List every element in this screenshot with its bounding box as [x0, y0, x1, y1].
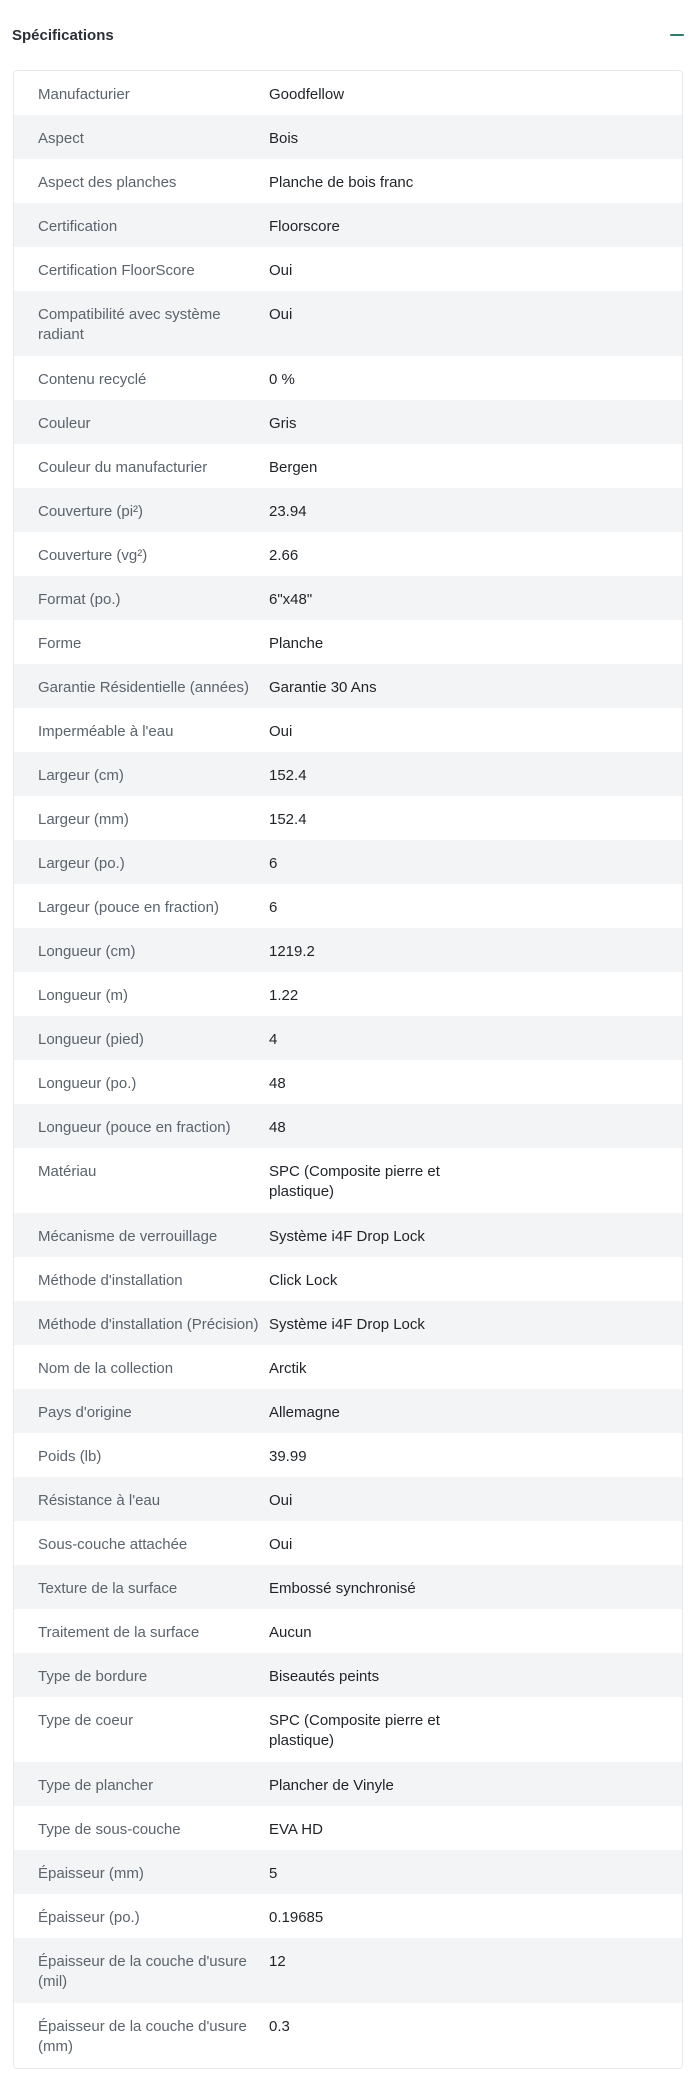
spec-row — [14, 1565, 682, 1609]
spec-row — [14, 1104, 682, 1148]
spec-row — [14, 1477, 682, 1521]
spec-row — [14, 1345, 682, 1389]
spec-row — [14, 115, 682, 159]
spec-row — [14, 796, 682, 840]
spec-label: Forme — [38, 635, 82, 652]
spec-value: Système i4F Drop Lock — [269, 1316, 425, 1333]
spec-value: 1.22 — [269, 987, 299, 1004]
spec-row — [14, 291, 682, 356]
spec-row — [14, 1762, 682, 1806]
spec-label: Format (po.) — [38, 591, 121, 608]
spec-label: Pays d'origine — [38, 1404, 132, 1421]
spec-value: 152.4 — [269, 811, 307, 828]
spec-row — [14, 71, 682, 115]
spec-row — [14, 1697, 682, 1762]
spec-value: Bergen — [269, 459, 318, 476]
spec-label: Poids (lb) — [38, 1448, 102, 1465]
spec-label: Texture de la surface — [38, 1580, 178, 1597]
spec-value: 152.4 — [269, 767, 307, 784]
specifications-table — [13, 70, 683, 2069]
spec-row — [14, 1521, 682, 1565]
spec-value: EVA HD — [269, 1821, 323, 1838]
spec-value: Oui — [269, 306, 293, 323]
spec-row — [14, 1850, 682, 1894]
spec-label: Longueur (po.) — [38, 1075, 137, 1092]
spec-value: 0 % — [269, 371, 295, 388]
spec-row — [14, 664, 682, 708]
spec-row — [14, 488, 682, 532]
spec-row — [14, 247, 682, 291]
spec-label: Type de coeur — [38, 1712, 134, 1729]
spec-value: Oui — [269, 262, 293, 279]
spec-value: 48 — [269, 1119, 286, 1136]
spec-label: Nom de la collection — [38, 1360, 174, 1377]
spec-value: Aucun — [269, 1624, 312, 1641]
spec-row — [14, 928, 682, 972]
spec-row — [14, 203, 682, 247]
spec-label: Type de plancher — [38, 1777, 154, 1794]
spec-label: Compatibilité avec système radiant — [38, 306, 221, 343]
spec-row — [14, 1060, 682, 1104]
spec-row — [14, 1806, 682, 1850]
spec-row — [14, 840, 682, 884]
spec-row — [14, 1894, 682, 1938]
spec-label: Type de bordure — [38, 1668, 148, 1685]
spec-label: Garantie Résidentielle (années) — [38, 679, 249, 696]
spec-value: Garantie 30 Ans — [269, 679, 377, 696]
spec-label: Longueur (pouce en fraction) — [38, 1119, 231, 1136]
spec-value: Click Lock — [269, 1272, 338, 1289]
spec-label: Manufacturier — [38, 86, 130, 103]
spec-value: Gris — [269, 415, 297, 432]
spec-label: Couverture (pi²) — [38, 503, 144, 520]
spec-value: 48 — [269, 1075, 286, 1092]
spec-label: Aspect des planches — [38, 174, 177, 191]
spec-row — [14, 444, 682, 488]
spec-label: Longueur (m) — [38, 987, 129, 1004]
spec-value: SPC (Composite pierre et plastique) — [269, 1163, 440, 1200]
spec-value: Oui — [269, 1536, 293, 1553]
spec-label: Longueur (cm) — [38, 943, 136, 960]
spec-value: 2.66 — [269, 547, 299, 564]
spec-value: SPC (Composite pierre et plastique) — [269, 1712, 440, 1749]
spec-row — [14, 1609, 682, 1653]
spec-row — [14, 532, 682, 576]
spec-label: Mécanisme de verrouillage — [38, 1228, 218, 1245]
spec-value: 23.94 — [269, 503, 307, 520]
spec-label: Épaisseur (po.) — [38, 1909, 140, 1926]
spec-row — [14, 1213, 682, 1257]
spec-value: Floorscore — [269, 218, 340, 235]
spec-label: Matériau — [38, 1163, 97, 1180]
spec-label: Méthode d'installation (Précision) — [38, 1316, 259, 1333]
spec-label: Méthode d'installation — [38, 1272, 183, 1289]
spec-label: Largeur (po.) — [38, 855, 125, 872]
spec-row — [14, 576, 682, 620]
spec-row — [14, 1938, 682, 2003]
spec-row — [14, 884, 682, 928]
spec-label: Traitement de la surface — [38, 1624, 200, 1641]
spec-value: Arctik — [269, 1360, 307, 1377]
spec-label: Résistance à l'eau — [38, 1492, 161, 1509]
spec-value: Biseautés peints — [269, 1668, 380, 1685]
spec-row — [14, 1653, 682, 1697]
spec-row — [14, 752, 682, 796]
spec-label: Couleur — [38, 415, 91, 432]
spec-value: Oui — [269, 723, 293, 740]
spec-row — [14, 1148, 682, 1213]
spec-value: Embossé synchronisé — [269, 1580, 416, 1597]
spec-label: Sous-couche attachée — [38, 1536, 188, 1553]
section-title: Spécifications — [12, 26, 114, 44]
spec-value: 4 — [269, 1031, 278, 1048]
spec-label: Largeur (cm) — [38, 767, 124, 784]
spec-row — [14, 1433, 682, 1477]
specifications-header[interactable] — [0, 0, 696, 70]
spec-row — [14, 400, 682, 444]
spec-label: Couleur du manufacturier — [38, 459, 208, 476]
spec-label: Épaisseur de la couche d'usure (mm) — [38, 2018, 247, 2055]
spec-value: 6 — [269, 855, 278, 872]
spec-label: Épaisseur (mm) — [38, 1865, 144, 1882]
spec-value: Allemagne — [269, 1404, 340, 1421]
spec-value: Planche de bois franc — [269, 174, 414, 191]
spec-value: 0.3 — [269, 2018, 290, 2035]
spec-value: 0.19685 — [269, 1909, 324, 1926]
spec-label: Aspect — [38, 130, 84, 147]
spec-label: Imperméable à l'eau — [38, 723, 174, 740]
spec-row — [14, 1389, 682, 1433]
spec-value: 12 — [269, 1953, 286, 1970]
spec-label: Couverture (vg²) — [38, 547, 148, 564]
spec-row — [14, 1257, 682, 1301]
spec-value: Plancher de Vinyle — [269, 1777, 394, 1794]
spec-value: Bois — [269, 130, 299, 147]
spec-label: Longueur (pied) — [38, 1031, 144, 1048]
spec-row — [14, 708, 682, 752]
spec-label: Type de sous-couche — [38, 1821, 181, 1838]
spec-row — [14, 159, 682, 203]
spec-row — [14, 620, 682, 664]
spec-label: Épaisseur de la couche d'usure (mil) — [38, 1953, 247, 1990]
spec-label: Largeur (pouce en fraction) — [38, 899, 219, 916]
collapse-minus-icon[interactable] — [670, 34, 684, 36]
spec-value: Goodfellow — [269, 86, 345, 103]
spec-value: 5 — [269, 1865, 278, 1882]
spec-value: 39.99 — [269, 1448, 307, 1465]
spec-label: Largeur (mm) — [38, 811, 129, 828]
spec-label: Certification — [38, 218, 118, 235]
spec-value: 6"x48" — [269, 591, 313, 608]
spec-label: Certification FloorScore — [38, 262, 195, 279]
spec-value: Planche — [269, 635, 324, 652]
spec-label: Contenu recyclé — [38, 371, 147, 388]
spec-row — [14, 1016, 682, 1060]
spec-row — [14, 1301, 682, 1345]
spec-row — [14, 972, 682, 1016]
spec-row — [14, 2003, 682, 2068]
spec-value: Système i4F Drop Lock — [269, 1228, 425, 1245]
spec-value: 6 — [269, 899, 278, 916]
spec-value: Oui — [269, 1492, 293, 1509]
spec-row — [14, 356, 682, 400]
spec-value: 1219.2 — [269, 943, 315, 960]
